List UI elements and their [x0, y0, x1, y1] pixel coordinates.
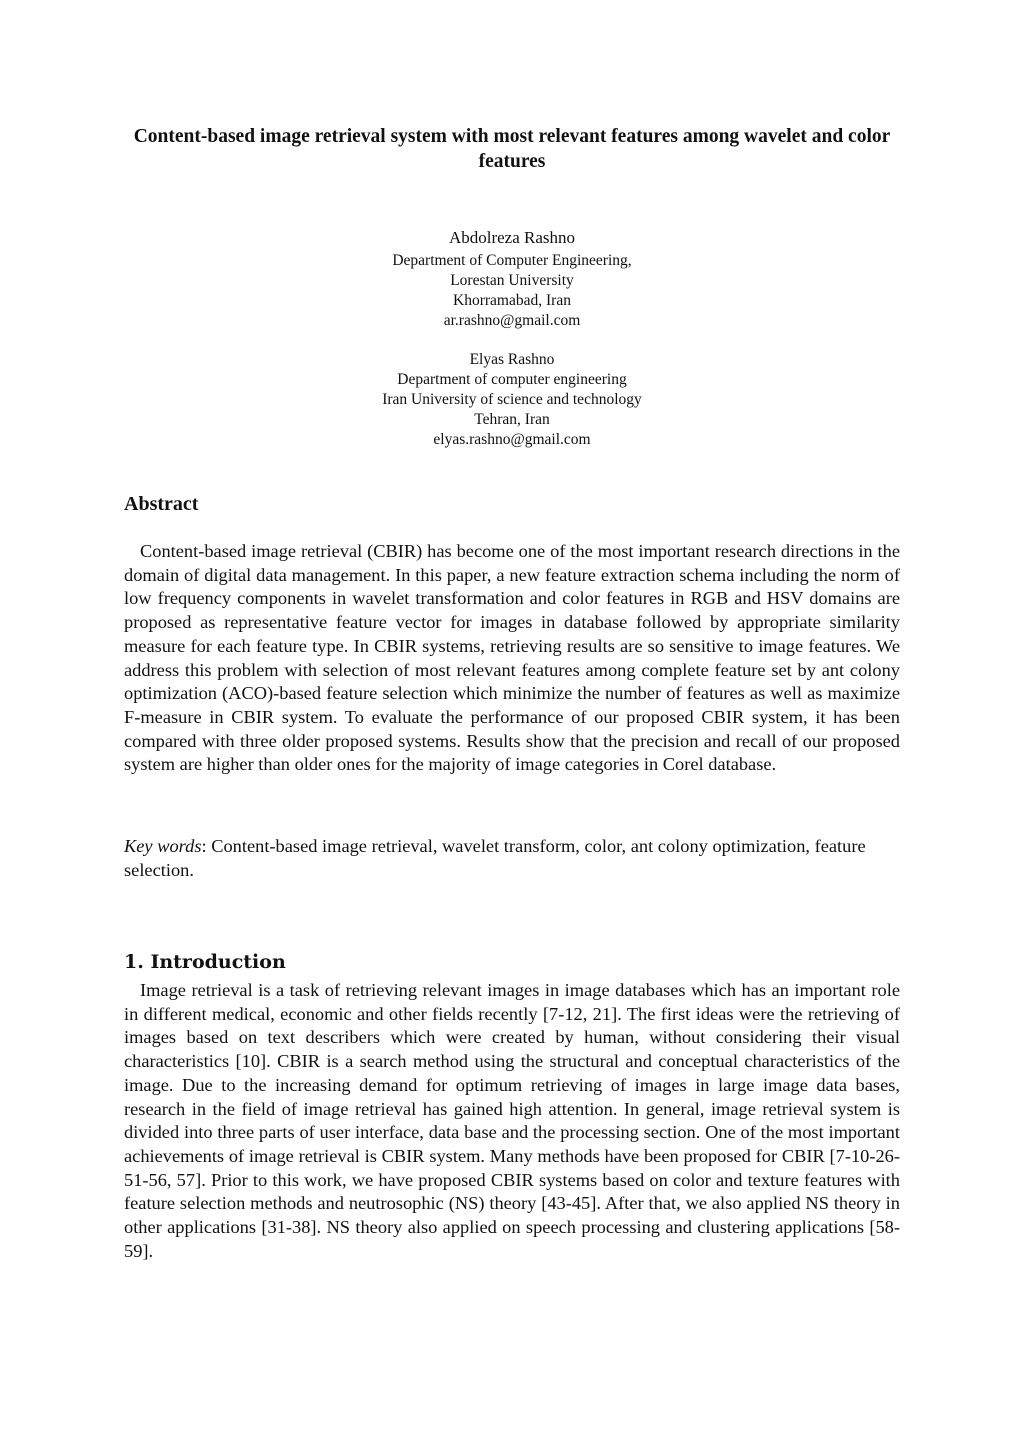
keywords-text: Content-based image retrieval, wavelet transform, color, ant colony optimization, feature selection. [124, 836, 866, 880]
author-name: Abdolreza Rashno [448, 228, 576, 247]
abstract-heading: Abstract [124, 493, 199, 515]
author-location: Tehran, Iran [474, 411, 550, 428]
author-department: Department of Computer Engineering, [392, 252, 632, 269]
author-block-1 [212, 225, 812, 331]
author-institution: Lorestan University [450, 272, 574, 289]
abstract-text: Content-based image retrieval (CBIR) has become one of the most important research directions in the domain of digital data management. In this paper, a new feature extraction schema including the norm of low frequency components in wavelet transformation and color features in RGB and HSV domains are proposed as representative feature vector for images in database followed by appropriate similarity measure for each feature type. In CBIR systems, retrieving results are so sensitive to image features. We address this problem with selection of most relevant features among complete feature set by ant colony optimization (ACO)-based feature selection which minimize the number of features as well as maximize F-measure in CBIR system. To evaluate the performance of our proposed CBIR system, it has been compared with three older proposed systems. Results show that the precision and recall of our proposed system are higher than older ones for the majority of image categories in Corel database. [124, 541, 900, 775]
paper-title: Content-based image retrieval system with most relevant features among wavelet and color features [133, 126, 891, 172]
author-location: Khorramabad, Iran [453, 292, 571, 309]
introduction-text: Image retrieval is a task of retrieving relevant images in image databases which has an important role in different medical, economic and other fields recently [7-12, 21]. The first ideas were the retrieving of images based on text describers which were created by human, without considering their visual characteristics [10]. CBIR is a search method using the structural and conceptual characteristics of the image. Due to the increasing demand for optimum retrieving of images in large image data bases, research in the field of image retrieval has gained high attention. In general, image retrieval system is divided into three parts of user interface, data base and the processing section. One of the most important achievements of image retrieval is CBIR system. Many methods have been proposed for CBIR [7-10-26-51-56, 57]. Prior to this work, we have proposed CBIR systems based on color and texture features with feature selection methods and neutrosophic (NS) theory [43-45]. After that, we also applied NS theory in other applications [31-38]. NS theory also applied on speech processing and clustering applications [58-59]. [124, 980, 900, 1261]
author-email: elyas.rashno@gmail.com [433, 431, 591, 448]
author-name: Elyas Rashno [469, 351, 555, 368]
author-email: ar.rashno@gmail.com [443, 312, 581, 329]
introduction-heading: 1. Introduction [124, 951, 286, 973]
author-institution: Iran University of science and technology [382, 391, 642, 408]
author-department: Department of computer engineering [397, 371, 627, 388]
keywords-label: Key words [124, 836, 202, 856]
keywords-separator: : [201, 836, 212, 856]
keywords-paragraph [124, 835, 900, 882]
author-block-2 [212, 350, 812, 450]
